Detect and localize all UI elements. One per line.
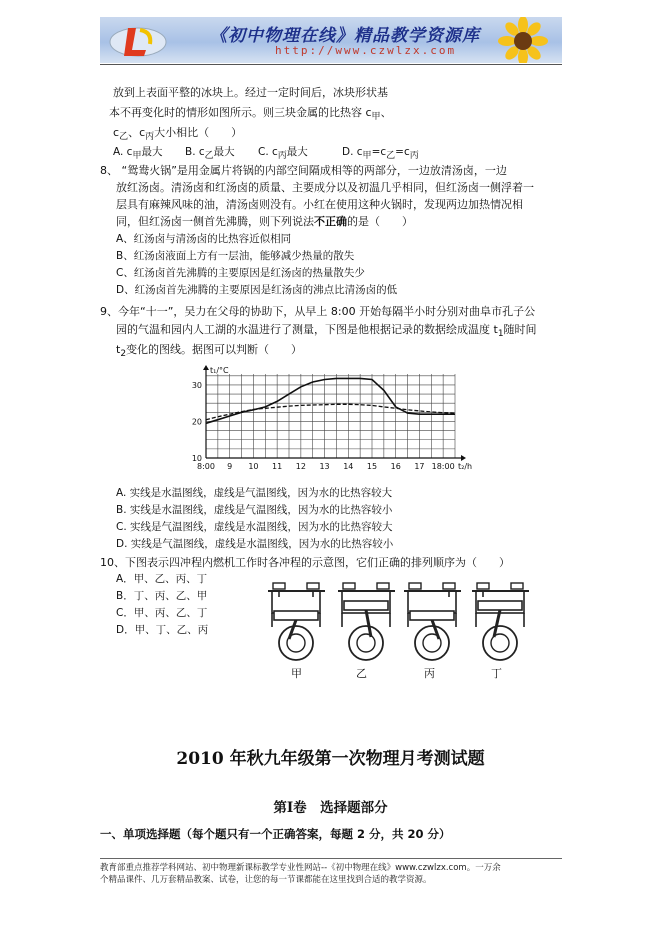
exam-part-title: 第Ⅰ卷 选择题部分 — [273, 800, 388, 816]
x-tick-label: 12 — [295, 462, 306, 471]
header-rule — [100, 64, 562, 65]
q9-line1: 9、今年“十一”，吴力在父母的协助下，从早上 8:00 开始每隔半小时分别对曲阜市孔子公 — [100, 305, 536, 318]
sunflower-icon — [485, 17, 560, 63]
q10-option-c: C．甲、丙、乙、丁 — [116, 607, 208, 619]
q7-line3: $c_乙$、$c_丙$大小相比（ ） — [113, 126, 243, 143]
q10-option-d: D．甲、丁、乙、丙 — [116, 624, 209, 636]
q8-line4: 同，但红汤卤一侧首先沸腾，则下列说法不正确的是（ ） — [116, 215, 413, 228]
chart-labels — [192, 366, 472, 471]
q7-option-c: C. $c_丙$最大 — [258, 146, 308, 162]
x-tick-label: 18:00 — [431, 462, 455, 471]
q9-option-c: C. 实线是气温图线，虚线是水温图线，因为水的比热容较大 — [116, 521, 393, 533]
q8-line1: 8、 “鸳鸯火锅”是用金属片将锅的内部空间隔成相等的两部分，一边放清汤卤，一边 — [100, 164, 507, 177]
footer-line2: 个精品课件、几万套精品教案、试卷，让您的每一节课都能在这里找到合适的教学资源。 — [100, 875, 432, 885]
x-tick-label: 13 — [319, 462, 330, 471]
chart-grid — [206, 374, 455, 458]
q9-line2: 园的气温和园内人工湖的水温进行了测量，下图是他根据记录的数据绘成温度 $t_1$随时间 — [116, 323, 537, 340]
q9-option-b: B. 实线是水温图线，虚线是气温图线，因为水的比热容较小 — [116, 504, 393, 516]
q8-option-c: C、红汤卤首先沸腾的主要原因是红汤卤的热量散失少 — [116, 267, 365, 279]
y-axis-label: t₁/°C — [210, 366, 229, 375]
x-tick-label: 16 — [390, 462, 401, 471]
engine-label-jia: 甲 — [291, 667, 302, 680]
y-tick-label: 30 — [191, 380, 202, 390]
banner-title: 《初中物理在线》精品教学资源库 — [210, 26, 480, 46]
q8-line3: 层具有麻辣风味的油，清汤卤则没有。小红在使用这种火锅时，发现两边加热情况相 — [116, 198, 523, 211]
engine-label-ding: 丁 — [491, 667, 502, 680]
q9-option-d: D. 实线是气温图线，虚线是水温图线，因为水的比热容较小 — [116, 538, 394, 550]
q7-option-a: A. $c_甲$最大 — [113, 146, 163, 162]
q9-line3: $t_2$变化的图线。据图可以判断（ ） — [116, 343, 303, 360]
x-tick-label: 17 — [414, 462, 425, 471]
site-logo-icon — [106, 20, 170, 60]
footer-rule — [100, 858, 562, 859]
q7-option-d: D. $c_甲=c_乙=c_丙$ — [342, 146, 419, 162]
exam-title: 2010 年秋九年级第一次物理月考测试题 — [176, 749, 485, 769]
engine-jia — [268, 583, 325, 660]
q7-line1: 放到上表面平整的冰块上。经过一定时间后，冰块形状基 — [113, 86, 388, 99]
engine-label-yi: 乙 — [356, 667, 367, 680]
x-axis-label: t₂/h — [458, 462, 473, 471]
y-tick-label: 10 — [191, 454, 202, 463]
x-tick-label: 8:00 — [197, 462, 215, 471]
q7-option-b: B. $c_乙$最大 — [185, 146, 235, 162]
q10-option-b: B．丁、丙、乙、甲 — [116, 590, 208, 602]
q7-line2: 本不再变化时的情形如图所示。则三块金属的比热容 $c_甲$、 — [109, 106, 392, 123]
q10-option-a: A．甲、乙、丙、丁 — [116, 573, 208, 585]
x-tick-label: 9 — [227, 462, 233, 471]
chart-axes — [203, 365, 466, 461]
footer-line1: 教育部重点推荐学科网站、初中物理新课标教学专业性网站--《初中物理在线》www.czwlzx.com。一万余 — [100, 863, 501, 873]
section-heading: 一、单项选择题（每个题只有一个正确答案，每题 2 分，共 20 分） — [100, 827, 451, 841]
header-banner — [100, 17, 562, 63]
engine-yi — [338, 583, 395, 660]
engine-ding — [472, 583, 529, 660]
engine-label-bing: 丙 — [424, 667, 435, 680]
x-tick-label: 10 — [248, 462, 259, 471]
x-tick-label: 14 — [343, 462, 354, 471]
q8-option-d: D、红汤卤首先沸腾的主要原因是红汤卤的沸点比清汤卤的低 — [116, 284, 398, 296]
q8-line2: 放红汤卤。清汤卤和红汤卤的质量、主要成分以及初温几乎相同，但红汤卤一侧浮着一 — [116, 181, 534, 194]
q8-option-b: B、红汤卤液面上方有一层油，能够减少热量的散失 — [116, 250, 355, 262]
engine-bing — [404, 583, 461, 660]
y-axis-arrow — [203, 365, 209, 370]
x-axis-arrow — [461, 455, 466, 461]
q9-option-a: A. 实线是水温图线，虚线是气温图线，因为水的比热容较大 — [116, 487, 393, 499]
temperature-chart — [180, 364, 480, 476]
x-tick-label: 15 — [366, 462, 378, 471]
banner-url: http://www.czwlzx.com — [275, 44, 457, 57]
x-tick-label: 11 — [272, 462, 283, 471]
q10-line1: 10、下图表示四冲程内燃机工作时各冲程的示意图，它们正确的排列顺序为（ ） — [100, 556, 510, 569]
y-tick-label: 20 — [191, 417, 202, 427]
q8-option-a: A、红汤卤与清汤卤的比热容近似相同 — [116, 233, 292, 245]
